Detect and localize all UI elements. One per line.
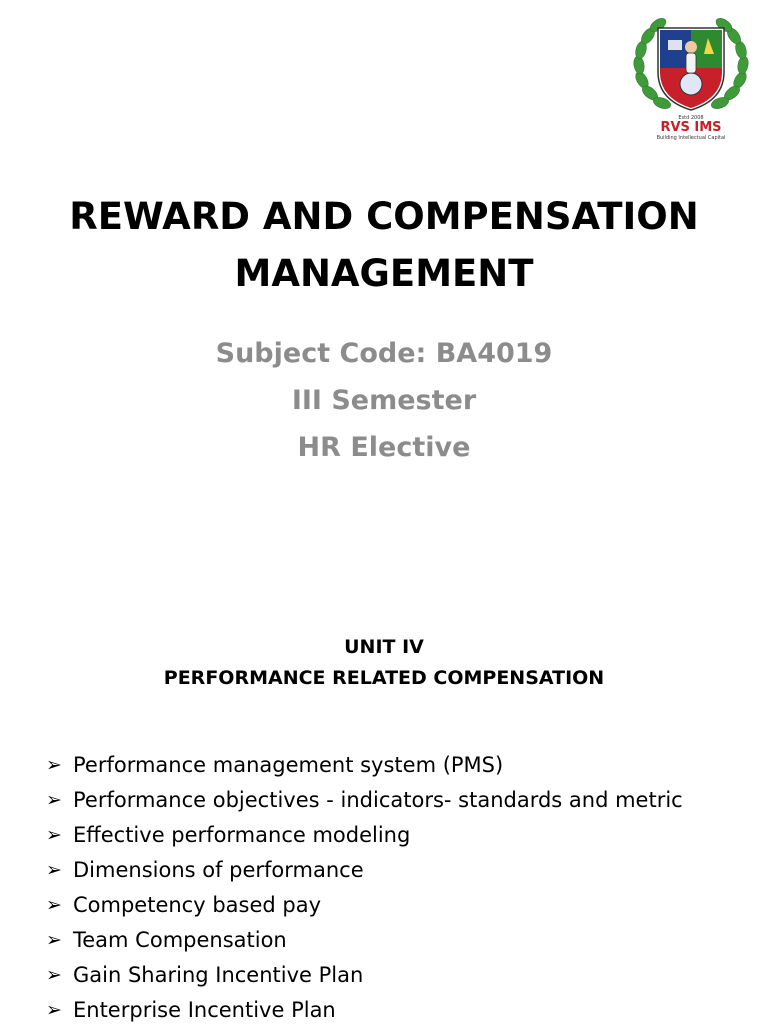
- list-item: [46, 923, 683, 958]
- rvs-ims-logo: [630, 10, 752, 142]
- topic-label: Performance objectives - indicators- standards and metric: [73, 788, 683, 812]
- arrow-bullet-icon: ➢: [46, 964, 62, 986]
- list-item: [46, 748, 683, 783]
- list-item: [46, 818, 683, 853]
- logo-tagline-text: Building Intellectual Capital: [656, 135, 726, 141]
- topic-label: Team Compensation: [73, 928, 287, 952]
- unit-number: UNIT IV: [344, 636, 424, 658]
- elective-type: HR Elective: [297, 432, 471, 463]
- list-item: [46, 783, 683, 818]
- logo-established-text: Estd 2008: [678, 115, 704, 121]
- list-item: [46, 993, 683, 1028]
- arrow-bullet-icon: ➢: [46, 824, 62, 846]
- title-line-1: REWARD AND COMPENSATION: [69, 195, 699, 238]
- topic-label: Enterprise Incentive Plan: [73, 998, 336, 1022]
- topic-label: Effective performance modeling: [73, 823, 411, 847]
- subject-code: Subject Code: BA4019: [215, 338, 553, 369]
- semester: III Semester: [291, 385, 477, 416]
- arrow-bullet-icon: ➢: [46, 929, 62, 951]
- topic-label: Gain Sharing Incentive Plan: [73, 963, 364, 987]
- list-item: [46, 958, 683, 993]
- presentation-title: [0, 188, 768, 302]
- list-item: [46, 888, 683, 923]
- topic-label: Performance management system (PMS): [73, 753, 504, 777]
- list-item: [46, 853, 683, 888]
- course-details: [0, 330, 768, 471]
- arrow-bullet-icon: ➢: [46, 999, 62, 1021]
- arrow-bullet-icon: ➢: [46, 754, 62, 776]
- arrow-bullet-icon: ➢: [46, 789, 62, 811]
- arrow-bullet-icon: ➢: [46, 894, 62, 916]
- topic-list: [46, 748, 683, 1028]
- unit-heading: [0, 632, 768, 694]
- logo-name-text: RVS IMS: [660, 120, 722, 135]
- unit-name: PERFORMANCE RELATED COMPENSATION: [163, 667, 605, 689]
- topic-label: Competency based pay: [73, 893, 322, 917]
- arrow-bullet-icon: ➢: [46, 859, 62, 881]
- topic-label: Dimensions of performance: [73, 858, 364, 882]
- title-line-2: MANAGEMENT: [234, 252, 534, 295]
